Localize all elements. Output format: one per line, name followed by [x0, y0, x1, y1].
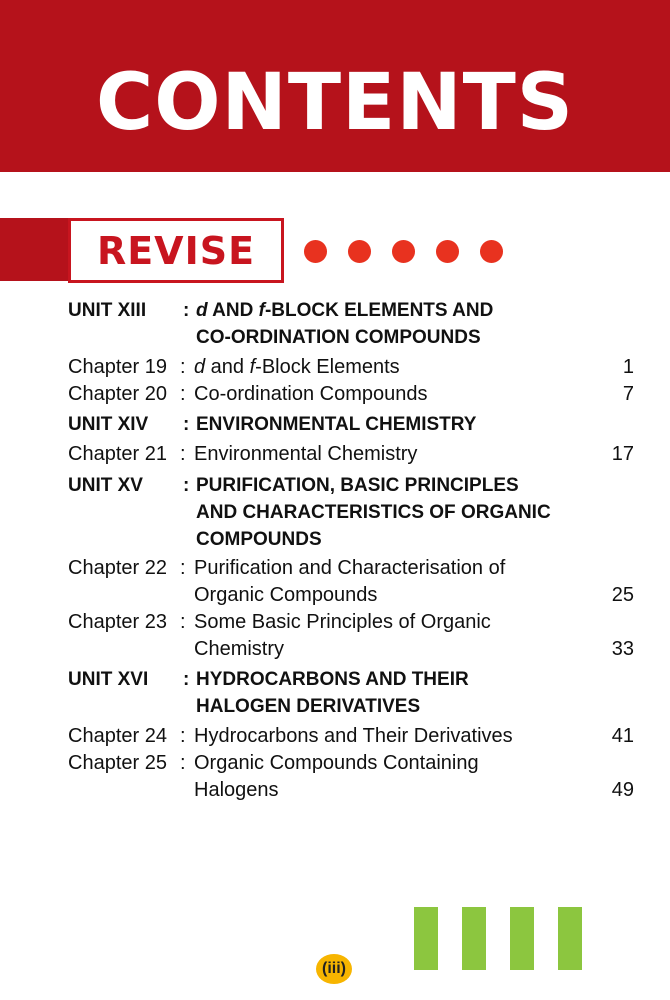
page-ref: 49 [611, 779, 634, 801]
chapter-title: Some Basic Principles of Organic [194, 611, 491, 633]
chapter-title: Halogens [194, 779, 279, 801]
chapter-label: Chapter 22 [68, 557, 167, 579]
unit-row: UNIT XIII : d AND f-BLOCK ELEMENTS AND [68, 300, 494, 321]
list-item[interactable]: Chapter 25 : Organic Compounds Containing [68, 752, 479, 774]
bar-icon [510, 907, 534, 970]
bar-decoration [414, 907, 582, 970]
chapter-title: Chemistry [194, 638, 285, 660]
unit-row: UNIT XV : PURIFICATION, BASIC PRINCIPLES [68, 475, 519, 496]
chapter-label: Chapter 20 [68, 383, 167, 405]
chapter-title: Co-ordination Compounds [194, 383, 428, 405]
bar-icon [558, 907, 582, 970]
list-item-cont [0, 779, 670, 805]
unit-row-cont [0, 502, 670, 528]
chapter-title: Environmental Chemistry [194, 443, 418, 465]
chapter-title: Organic Compounds Containing [194, 752, 479, 774]
list-item-cont [0, 584, 670, 610]
list-item[interactable]: Chapter 22 : Purification and Characterisation of [68, 557, 506, 579]
unit-row-cont [0, 696, 670, 722]
chapter-title: Organic Compounds [194, 584, 378, 606]
section-label: REVISE [96, 228, 256, 273]
unit-title: HALOGEN DERIVATIVES [196, 696, 421, 717]
unit-row: UNIT XIV : ENVIRONMENTAL CHEMISTRY [68, 414, 477, 435]
unit-label: UNIT XIV [68, 414, 149, 435]
bar-icon [462, 907, 486, 970]
page-ref: 25 [611, 584, 634, 606]
list-item[interactable]: Chapter 24 : Hydrocarbons and Their Derivatives 41 [68, 725, 634, 747]
unit-row: UNIT XVI : HYDROCARBONS AND THEIR [68, 669, 469, 690]
chapter-label: Chapter 21 [68, 443, 167, 465]
page-title: CONTENTS [96, 58, 574, 148]
list-item[interactable]: Chapter 20 : Co-ordination Compounds 7 [68, 383, 634, 405]
unit-label: UNIT XV [68, 475, 143, 496]
bar-icon [414, 907, 438, 970]
unit-title: CO-ORDINATION COMPOUNDS [196, 327, 481, 348]
unit-title: PURIFICATION, BASIC PRINCIPLES [196, 475, 519, 496]
page-ref: 7 [622, 383, 634, 405]
unit-title: AND CHARACTERISTICS OF ORGANIC [196, 502, 551, 523]
page-ref: 33 [611, 638, 634, 660]
unit-label: UNIT XVI [68, 669, 149, 690]
unit-title: COMPOUNDS [196, 529, 322, 550]
chapter-label: Chapter 24 [68, 725, 167, 747]
list-item-cont [0, 638, 670, 664]
chapter-title: d and f-Block Elements [194, 356, 400, 378]
chapter-label: Chapter 19 [68, 356, 167, 378]
chapter-label: Chapter 23 [68, 611, 167, 633]
chapter-label: Chapter 25 [68, 752, 167, 774]
unit-title: ENVIRONMENTAL CHEMISTRY [196, 414, 477, 435]
unit-title: d AND f-BLOCK ELEMENTS AND [196, 300, 494, 321]
list-item[interactable]: Chapter 19 : d and f-Block Elements 1 [68, 356, 634, 378]
unit-row-cont [0, 327, 670, 353]
chapter-title: Purification and Characterisation of [194, 557, 506, 579]
chapter-title: Hydrocarbons and Their Derivatives [194, 725, 513, 747]
page-ref: 41 [611, 725, 634, 747]
list-item[interactable]: Chapter 23 : Some Basic Principles of Organic [68, 611, 491, 633]
page-number-badge: (iii) [316, 954, 352, 984]
unit-label: UNIT XIII [68, 300, 147, 321]
page-ref: 17 [611, 443, 634, 465]
page-ref: 1 [622, 356, 634, 378]
unit-title: HYDROCARBONS AND THEIR [196, 669, 469, 690]
list-item[interactable]: Chapter 21 : Environmental Chemistry 17 [68, 443, 634, 465]
unit-row-cont [0, 529, 670, 555]
